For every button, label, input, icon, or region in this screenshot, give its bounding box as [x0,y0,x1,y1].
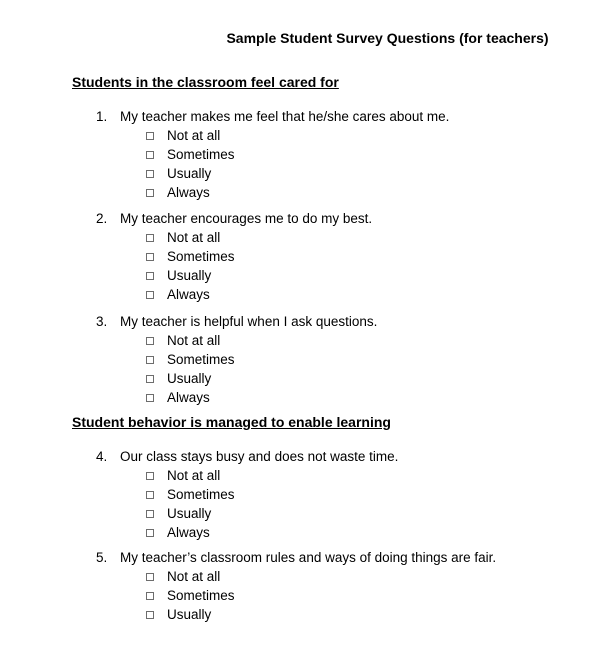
option-label: Always [167,287,210,302]
question-number: 5. [96,550,108,565]
checkbox-icon[interactable] [146,253,154,261]
answer-option[interactable] [146,525,210,540]
option-label: Not at all [167,230,221,245]
answer-option[interactable] [146,352,235,367]
answer-option[interactable] [146,607,211,622]
answer-option[interactable] [146,185,210,200]
answer-option[interactable] [146,371,211,386]
section-heading: Students in the classroom feel cared for [72,74,339,90]
option-label: Always [167,525,210,540]
checkbox-icon[interactable] [146,573,154,581]
option-label: Sometimes [167,147,235,162]
answer-option[interactable] [146,333,220,348]
question-item [96,449,398,464]
checkbox-icon[interactable] [146,337,154,345]
option-label: Sometimes [167,352,235,367]
question-text: My teacher makes me feel that he/she cares about me. [120,109,450,124]
checkbox-icon[interactable] [146,170,154,178]
answer-option[interactable] [146,390,210,405]
option-label: Usually [167,506,212,521]
checkbox-icon[interactable] [146,529,154,537]
checkbox-icon[interactable] [146,234,154,242]
checkbox-icon[interactable] [146,611,154,619]
question-text: My teacher encourages me to do my best. [120,211,373,226]
question-text: Our class stays busy and does not waste time. [120,449,399,464]
question-item [96,109,449,124]
answer-option[interactable] [146,147,235,162]
checkbox-icon[interactable] [146,151,154,159]
question-item [96,550,496,565]
checkbox-icon[interactable] [146,394,154,402]
page-title: Sample Student Survey Questions (for teachers) [226,30,549,46]
checkbox-icon[interactable] [146,510,154,518]
checkbox-icon[interactable] [146,472,154,480]
option-label: Usually [167,371,212,386]
answer-option[interactable] [146,128,220,143]
answer-option[interactable] [146,588,235,603]
option-label: Usually [167,166,212,181]
question-item [96,314,377,329]
question-number: 2. [96,211,108,226]
question-number: 1. [96,109,108,124]
option-label: Always [167,185,210,200]
checkbox-icon[interactable] [146,189,154,197]
question-text: My teacher is helpful when I ask questions. [120,314,378,329]
option-label: Sometimes [167,249,235,264]
question-number: 3. [96,314,108,329]
option-label: Sometimes [167,588,235,603]
option-label: Not at all [167,468,221,483]
checkbox-icon[interactable] [146,375,154,383]
answer-option[interactable] [146,166,211,181]
answer-option[interactable] [146,249,235,264]
checkbox-icon[interactable] [146,592,154,600]
checkbox-icon[interactable] [146,132,154,140]
checkbox-icon[interactable] [146,291,154,299]
option-label: Usually [167,607,212,622]
option-label: Not at all [167,333,221,348]
checkbox-icon[interactable] [146,356,154,364]
answer-option[interactable] [146,487,235,502]
question-item [96,211,372,226]
answer-option[interactable] [146,287,210,302]
option-label: Usually [167,268,212,283]
answer-option[interactable] [146,268,211,283]
checkbox-icon[interactable] [146,491,154,499]
answer-option[interactable] [146,506,211,521]
section-heading: Student behavior is managed to enable learning [72,414,391,430]
answer-option[interactable] [146,230,220,245]
question-number: 4. [96,449,108,464]
question-text: My teacher’s classroom rules and ways of doing things are fair. [120,550,497,565]
checkbox-icon[interactable] [146,272,154,280]
answer-option[interactable] [146,468,220,483]
option-label: Not at all [167,569,221,584]
option-label: Not at all [167,128,221,143]
option-label: Sometimes [167,487,235,502]
option-label: Always [167,390,210,405]
answer-option[interactable] [146,569,220,584]
